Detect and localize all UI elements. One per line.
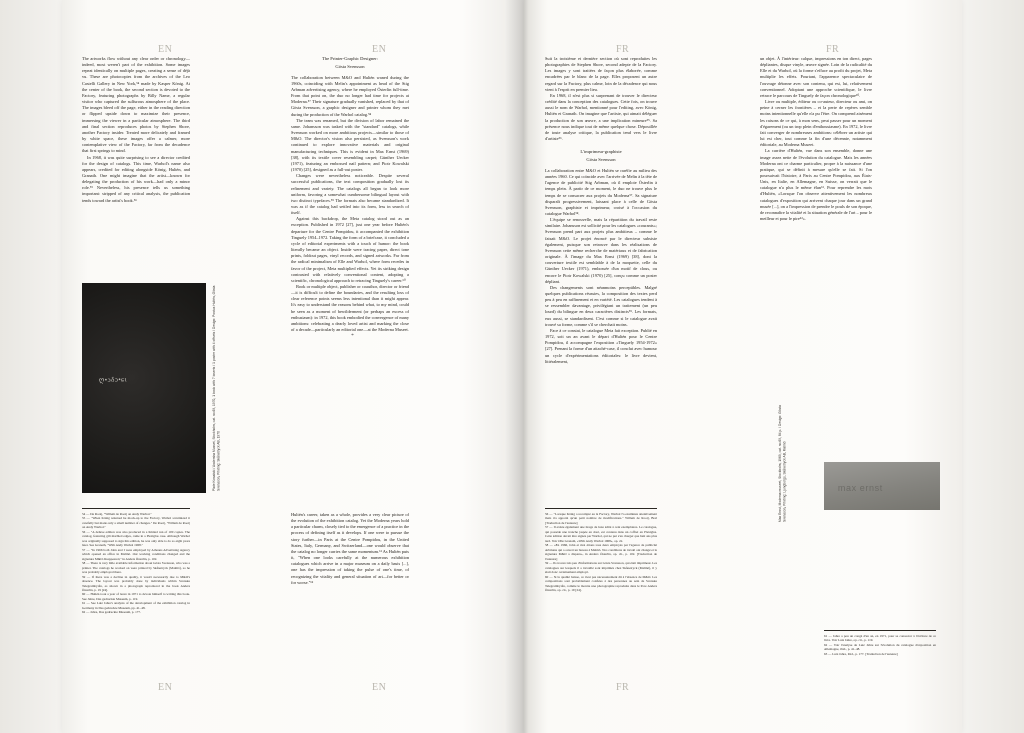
running-head-fr-right: FR xyxy=(616,44,630,55)
paragraph: The artworks flow without any clear order or chronology—indeed, most weren't part of the exhibition. Some images repeat identically on multiple pages, creating a sense of déjà vu. These are photocopies from the archives of the Leo Castelli Gallery in New York,⁵⁴ made by Kasper König. At the center of the book, the second section is devoted to the Factory, featuring photographs by Billy Name, a regular visitor who captured the sulfurous atmosphere of the place. The images bleed off the page, either in the reading direction or flipped upside down to maximize their presence, immersing the viewer in a particular atmosphere. The third and final section reproduces photos by Stephen Shore, another Factory insider. Treated more delicately and framed by white space, these images offer a calmer, more contemplative view of the Factory, far from the decadence that first springs to mind. xyxy=(82,56,190,154)
notes-rule-right1 xyxy=(545,508,657,509)
running-foot-fr-right: FR xyxy=(616,682,630,693)
running-foot-en-mid: EN xyxy=(372,682,387,693)
footnote: 57 — "In 1966 both John and I were employed by Arbeans Advertising Agency which opened an office in Malmö. Our working conditions changed and the signature M&O disappeared," in Anders Österlin, p. 102. xyxy=(82,547,190,561)
paragraph: The collaboration between M&O and Hultén waned during the 1960s, coinciding with Melin's appointment as head of the Stig Arbman advertising agency, where he employed Österlin full-time. From that point on, the duo no longer had time for projects at Moderna.⁵⁷ Their signature gradually vanished, replaced by that of Gösta Svensson, a graphic designer and printer whom they met during the production of the Warhol catalog.⁵⁸ xyxy=(291,74,409,117)
section-byline: Gösta Svensson xyxy=(335,64,365,70)
paragraph: L'équipe se renouvelle, mais la répartition du travail reste similaire. Johansson est sollicité pour les catalogues «courants»; Svensson prend part aux projets plus ambitieux – comme le faisait M&O. Le projet énoncé par le directeur subsiste également, puisque son retrouve dans les réalisations de Svensson cette même recherche de matériaux et de fabrication originale. À l'image du Max Ernst (1969) [38], dont la couverture textile est semblable à de la moquette, celle du Günther Uecker (1971), embossée d'un motif de clous, ou encore le Piotr Kowalski (1970) [25], conçu comme un poster dépliant. xyxy=(545,217,657,284)
section-title: L'imprimeur-graphiste xyxy=(580,149,622,155)
footnote: 60 — Hultén took a year of leave in 1971 to devote himself to writing this book. See Jahre, Das gedruckte Museum, p. 119. xyxy=(82,592,190,601)
section-title: The Printer-Graphic Designer: xyxy=(321,56,379,61)
left-col1-notes xyxy=(82,512,190,615)
paragraph: Changes were nevertheless noticeable. Despite several successful publications, the text composition gradually lost its refinement and variety. The catalogs all began to look more uniform, favoring a somewhat cumbersome bilingual layout with two distinct typefaces.⁵⁹ The formats also became standardized. It was as if the catalog had settled into its form, less in search of itself. xyxy=(291,173,409,216)
paragraph: In 1968, it was quite surprising to see a director credited for the design of catalogs. This time, Warhol's name also appears, credited for editing alongside König, Hultén, and Granath. One might imagine that the artist—known for delegating the production of his work—had only a minor role.⁵⁵ Nevertheless, his presence tells us something important: stripped of any critical analysis, the publication tends toward the artist's book.⁵⁶ xyxy=(82,154,190,203)
footnote: 63 — Lutz Jahre, ibid., p. 177. [Traduction de l'auteure] xyxy=(824,651,898,656)
running-head-fr-far-right: FR xyxy=(826,44,840,55)
left-col2-body xyxy=(291,56,409,340)
paragraph: Face à ce constat, le catalogue Meta fait exception. Publié en 1972, soit un an avant le départ d'Hultén pour le Centre Pompidou, il accompagne l'exposition «Tinguely 1954-1972» [27]. Prenant la forme d'un attaché-case, il conclut avec humour un cycle d'expérimentations éditoriales: le livre devient, littéralement, xyxy=(545,327,657,364)
right-col2-body xyxy=(760,56,872,222)
warhol-catalog-cover-plate xyxy=(82,283,206,493)
paragraph: La carrière d'Hultén, vue dans son ensemble, donne une image assez nette de l'évolution du catalogue. Mais les années Moderna ont ce charme particulier, propre à la naissance d'une pratique, qui se définit à mesure qu'elle se fait. Si l'on poursuivait l'histoire, à Paris au Centre Pompidou, aux États-Unis, en Italie, en Allemagne, en Suisse, on verrait que le catalogue n'a plus le même élan⁶¹. Pour reprendre les mots d'Hultén, «Lorsque l'on observe attentivement les nombreux catalogues d'exposition qui arrivent chaque jour dans un grand musée [...], on a l'impression de prendre le pouls de son époque, de reconnaître la vitalité et la situation générale de l'art – pour le meilleur et pour le pire⁶²». xyxy=(760,148,872,222)
paragraph: The team was renamed, but the division of labor remained the same. Johansson was tasked with the "standard" catalogs, while Svensson worked on more ambitious projects—similar to those of M&O. The director's vision also persisted, as Svensson's work continued to explore innovative materials and original manufacturing techniques. This is evident in Max Ernst (1969) [38], with its textile cover resembling carpet; Günther Uecker (1971), featuring an embossed nail pattern; and Piotr Kowalski (1970) [25], designed as a full-out poster. xyxy=(291,117,409,173)
footnote: 58 — «En 1966, John et moi étions tous deux employés par l'agence de publicité Arbmans qui a ouvert un bureau à Malmö. Nos conditions de travail ont changé et la signature M&O a disparu», in Anders Österlin, op. cit., p. 102. [Traduction de l'auteure] xyxy=(545,543,657,561)
running-head-en-left: EN xyxy=(158,44,173,55)
footnote: 57 — Il existe également une tirage de luxe édité à cent exemplaires. Le catalogue, qui possède une tranche jaspée en doré, est contenu dans un coffret en Plexiglas. Cette édition devait être signée par Warhol, qui ne put s'en charger que huit ans plus tard. Voir Olle Granath, «With Andy Warhol 1968», op. cit. xyxy=(545,525,657,543)
plate-caption-right: Max Ernst, Moderna museet, Stockholm, 1969, cat. no.69, 84 p. / Design: Gösta Svensson, Printing: Ljungbergs, Skånetryck AB, Malmö xyxy=(778,405,787,522)
paragraph: La collaboration entre M&O et Hultén se raréfie au milieu des années 1960. Ce qui coïncide avec l'arrivée de Melin à la tête de l'agence de publicité Stig Arbman, où il emploie Österlin à temps plein. À partir de ce moment, le duo ne trouve plus le temps de se consacrer aux projets du Moderna⁵⁷. Sa signature disparaît progressivement, laissant place à celle de Gösta Svensson, graphiste et imprimeur, croisé à l'occasion du catalogue Warhol⁵⁸. xyxy=(545,167,657,216)
footnote: 59 — If there was a decline in quality, it wasn't necessarily due to M&O's absence. The layout was probably done by individuals within Svenska Telegrambyrån, as shown in a photograph reproduced in the book Anders Österlin, p. 19 [24]. xyxy=(82,574,190,592)
footnote: 61 — Jahre a peu un congé d'un an, en 1971, pour se consacrer à l'écriture de ce livre. Voir Lutz Jahre, op. cit., p. 119. xyxy=(824,634,936,643)
footnote: 56 — "Lorsque König a recompté au la Factory, Warhol l'a examinée attentivement mais n'a apporté qu'un petit nombre de modifications." Willem de Rooij, Brel [Traduction de l'auteure] xyxy=(545,512,657,525)
footnote: 61 — See Lutz Jahre's analysis of the development of the exhibition catalog in Germany in Das gedruckte Museum, pp. 41–48. xyxy=(82,601,190,610)
notes-rule-right2 xyxy=(824,630,936,631)
notes-rule-left xyxy=(82,508,190,509)
max-ernst-catalog-plate xyxy=(824,462,940,510)
plate-cover-title: max ernst xyxy=(837,483,883,494)
right-col1-notes xyxy=(545,512,657,592)
paragraph: un objet. À l'intérieur: calque, impressions en ton direct, pages dépliantes, disque vinyle, œuvre signée. Loin de la radicalité du Elle et du Warhol, où la forme s'efface au profit du projet, Meta multiplie les effets. Pourtant, l'apparence spectaculaire de l'ouvrage détonne avec son contenu, qui est, lui, relativement conventionnel. Adoptant une approche scientifique, le livre retrace le parcours de Tinguely de façon chronologique⁶⁰. xyxy=(760,56,872,98)
plate-caption-left: Plate Kowalski / Andersha Musset, Stockholm, cat. no.69, 1970, 1 book with 7 inserts / 1 poster with 4 offsets / Design: Pontus Hultén, Gösta Svensson, Printing: Skånetryck AB, 1970 xyxy=(212,285,221,491)
table-surface-left xyxy=(0,0,64,733)
right-col1-body xyxy=(545,56,657,365)
paragraph: Des changements sont néanmoins perceptibles. Malgré quelques publications réussies, la composition des textes perd peu à peu en raffinement et en variété. Les catalogues tendent à se ressembler davantage, privilégiant un traitement (un peu lourd) du bilingue en deux caractères distincts⁵⁹. Les formats, eux aussi, se standardisent. C'est comme si le catalogue avait trouvé sa forme, comme s'il se cherchait moins. xyxy=(545,284,657,327)
footnote: 62 — Jahre, Das gedruckte Museum, p. 177. xyxy=(82,610,141,615)
paragraph: Hultén's career, taken as a whole, provides a very clear picture of the evolution of the exhibition catalog. Yet the Moderna years hold a particular charm, closely tied to the emergence of a practice in the process of defining itself as it develops. If one were to pursue the story further—in Paris at the Centre Pompidou, in the United States, Italy, Germany, and Switzerland—one would observe that the catalog no longer carries the same momentum.⁶¹ As Hultén puts it, "When one looks carefully at the numerous exhibition catalogues which arrive in a major museum on a daily basis [...], one has the impression of taking the pulse of one's time, of recognizing the vitality and general situation of art—for better or for worse."⁶² xyxy=(291,512,409,585)
section-byline: Gösta Svensson xyxy=(586,157,616,163)
footnote: 62 — Voir l'analyse de Lutz Jahre sur l'évolution du catalogue d'exposition en Allemagne, ibid., p. 41–48. xyxy=(824,642,936,652)
paragraph: Suit la troisième et dernière section où sont reproduites les photographies de Stephen Shore, second adepte de la Factory. Les images y sont traitées de façon plus élaborée, comme encadrées par le blanc de la page. Elles proposent un autre regard sur la Factory, plus calme, loin de la décadence qui nous vient à l'esprit en premier lieu. xyxy=(545,56,657,92)
table-surface-right xyxy=(960,0,1024,733)
running-head-en-mid: EN xyxy=(372,44,387,55)
right-col2-notes xyxy=(824,634,936,656)
paragraph: Livre ou multiple, éditeur ou co-auteur, directeur ou ami, on peine à cerner les frontières – et la perte de repères semble moins intentionnelle qu'elle n'a pu l'être. On comprend aisément les raisons de ce qui, à mon sens, peut passer pour un moment d'égarement (ou un trop plein d'enthousiasme). En 1972, le livre fait converger de nombreuses ambitions: célébrer un artiste qui lui est cher, tout comme la fin d'une décennie, notamment éditoriale, au Moderna Museet. xyxy=(760,99,872,148)
left-col2-continuation xyxy=(291,512,409,586)
footnote: 59 — Ils trouve très peu d'informations sur Gösta Svensson, qui était imprimeur. Les catalogues sur lesquels il a travaillé sont imprimés chez Skånetryck (Malmö), il y était donc certainement employé. xyxy=(545,561,657,575)
footnote: 54 — De Rooij, "Willem de Rooij on Andy Warhol." xyxy=(82,512,152,516)
footnote: 55 — "When König returned he mock-up to the Factory, Warhol scrutinized it carefully but made only a small number of changes." De Rooij, "Willem de Rooij on Andy Warhol." xyxy=(82,516,190,530)
section-separator: * xyxy=(351,334,354,340)
paragraph: Against this backdrop, the Meta catalog stood out as an exception. Published in 1972 [27], just one year before Hultén's departure for the Centre Pompidou, it accompanied the exhibition Tinguely 1954–1972. Taking the form of a briefcase, it concluded a cycle of editorial experiments with a touch of humor: the book literally became an object. Inside were tracing paper, direct tone prints, foldout pages, vinyl records, and signed artworks. Far from the radical minimalism of Elle and Warhol, where form recedes in favor of the project, Meta multiplied effects. Yet its striking design contrasted with relatively conventional content, adopting a scientific, chronological approach to retracing Tinguely's career.⁶⁰ xyxy=(291,216,409,283)
footnote: 58 — There is very little available information about Gösta Svensson, who was a printer. The catalogs he worked on were printed by Skånetryck (Malmö), so he was probably employed there. xyxy=(82,561,190,575)
footnote: 56 — "A deluxe edition was also produced in a limited run of 100 copies. The catalog, featuring gilt marbled edges, came in a Plexiglas case. Although Warhol was originally supposed to sign this edition, he was only able to do so eight years later. See Granath, "With Andy Warhol 1968." xyxy=(82,529,190,548)
running-foot-en-left: EN xyxy=(158,682,173,693)
footnote: 60 — Si la qualité baisse, ce n'est pas nécessairement dû à l'absence de M&O. Les compositions sont probablement confiées à des personnes au sein de Svenska Telegrambyrån, comme le montre une photographie reproduite dans le livre Anders Österlin, op. cit., p. 19 [24]. xyxy=(545,574,657,592)
paragraph: En 1968, il n'est plus si surprenant de trouver le directeur crédité dans la conception des catalogues. Cette fois, on trouve aussi le nom de Warhol, mentionné pour l'editing, avec König, Hultén et Granath. On imagine que l'artiste, qui aimait déléguer la production de son œuvre, a une implication mineure⁵⁵. Sa présence nous indique tout de même quelque chose. Dépouillée de toute analyse critique, la publication tend vers le livre d'artiste⁵⁶. xyxy=(545,92,657,142)
paragraph: Book or multiple object, publisher or coauthor, director or friend—it is difficult to define the boundaries, and the resulting loss of clear reference points seems less intentional than it might appear. It's easy to understand the reasons behind what, to my mind, could be seen as a moment of bewilderment (or perhaps an excess of enthusiasm): in 1972, this book embodied the convergence of many ambitions: celebrating a dearly loved artist and marking the close of a decade—particularly an editorial one—at the Moderna Museet. xyxy=(291,284,409,333)
left-col1-body xyxy=(82,56,190,204)
plate-handwriting: ღ•ɔδɔ•ɕɩ xyxy=(99,375,128,385)
